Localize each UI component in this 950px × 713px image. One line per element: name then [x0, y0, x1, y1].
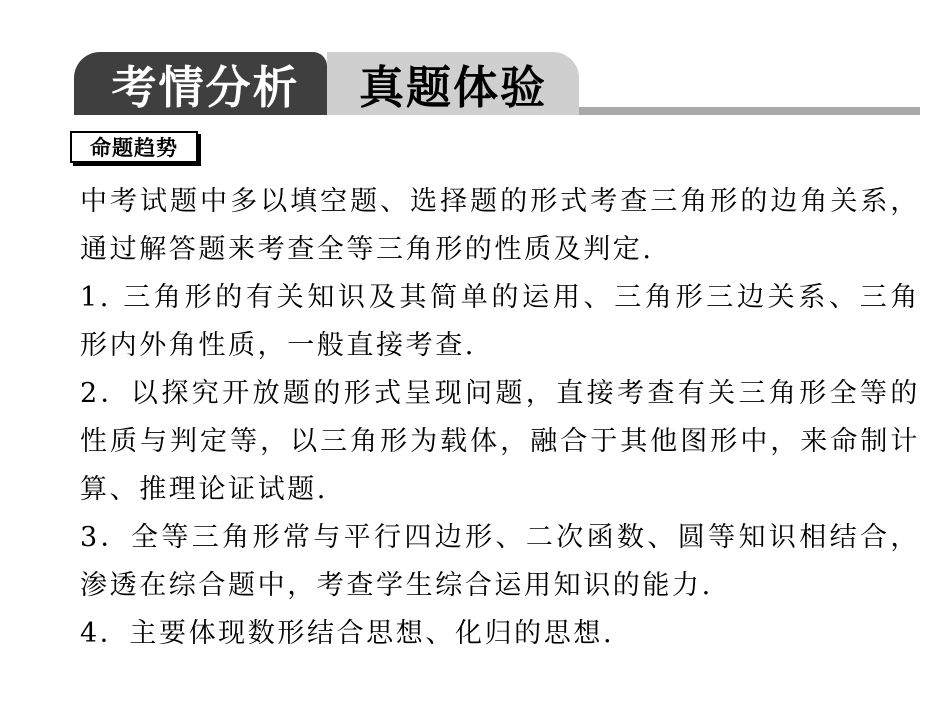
trend-badge-label: 命题趋势 [90, 136, 178, 160]
header-tab-exam-analysis [74, 52, 327, 115]
header-tab-real-questions [327, 52, 579, 115]
content-body [80, 178, 920, 658]
paragraph-point-1: 1. 三角形的有关知识及其简单的运用、三角形三边关系、三角形内外角性质，一般直接考查. [80, 282, 920, 361]
paragraph-point-4: 4．主要体现数形结合思想、化归的思想. [80, 618, 615, 649]
header-tab-exam-analysis-label: 考情分析 [111, 61, 300, 114]
header-tab-real-questions-label: 真题体验 [358, 61, 547, 114]
paragraph-point-3: 3．全等三角形常与平行四边形、二次函数、圆等知识相结合，渗透在综合题中，考查学生综合运用知识的能力. [80, 522, 920, 601]
trend-badge [70, 131, 198, 163]
header-divider [579, 107, 920, 115]
paragraph-intro: 中考试题中多以填空题、选择题的形式考查三角形的边角关系，通过解答题来考查全等三角形的性质及判定. [80, 186, 920, 265]
paragraph-point-2: 2．以探究开放题的形式呈现问题，直接考查有关三角形全等的性质与判定等，以三角形为载体，融合于其他图形中，来命制计算、推理论证试题. [80, 378, 920, 505]
